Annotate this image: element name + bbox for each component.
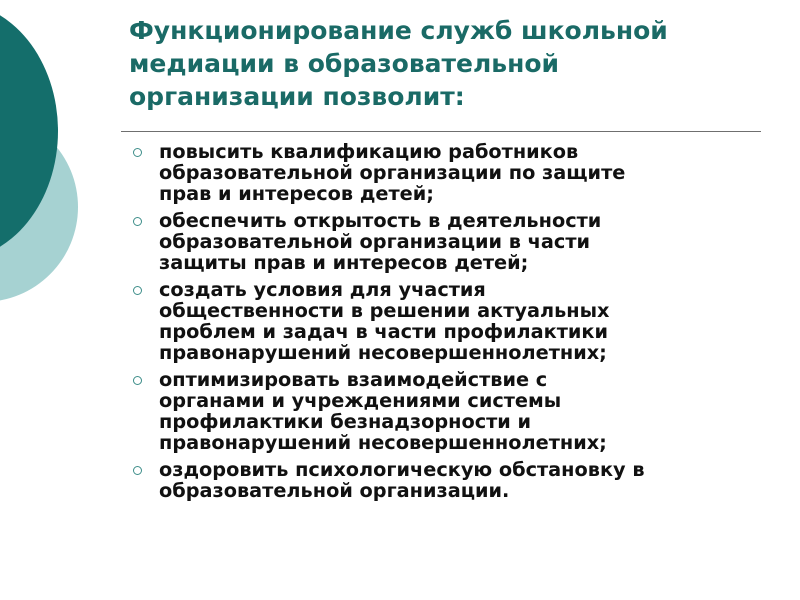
bullet-circle-icon xyxy=(133,148,142,157)
bullet-line: органами и учреждениями системы xyxy=(159,389,562,412)
slide-title-line: организации позволит: xyxy=(129,82,465,111)
bullet-circle-icon xyxy=(133,286,142,295)
bullet-text xyxy=(159,210,768,273)
bullet-line: образовательной организации по защите xyxy=(159,161,626,184)
bullet-line: оздоровить психологическую обстановку в xyxy=(159,458,645,481)
bullet-text xyxy=(159,279,768,363)
bullet-line: создать условия для участия xyxy=(159,278,486,301)
title-divider xyxy=(121,131,761,132)
bullet-line: защиты прав и интересов детей; xyxy=(159,251,529,274)
bullet-text xyxy=(159,459,768,501)
slide-title-line: Функционирование служб школьной xyxy=(129,16,668,45)
bullet-item xyxy=(128,141,768,204)
bullet-circle-icon xyxy=(133,217,142,226)
slide-title xyxy=(129,14,769,113)
bullet-item xyxy=(128,279,768,363)
bullet-line: оптимизировать взаимодействие с xyxy=(159,368,548,391)
bullet-text xyxy=(159,369,768,453)
bullet-line: проблем и задач в части профилактики xyxy=(159,320,608,343)
bullet-line: обеспечить открытость в деятельности xyxy=(159,209,602,232)
bullet-line: профилактики безнадзорности и xyxy=(159,410,532,433)
bullet-line: общественности в решении актуальных xyxy=(159,299,610,322)
bullet-line: образовательной организации в части xyxy=(159,230,591,253)
slide-title-line: медиации в образовательной xyxy=(129,49,560,78)
bullet-circle-icon xyxy=(133,466,142,475)
bullet-circle-icon xyxy=(133,376,142,385)
bullet-line: повысить квалификацию работников xyxy=(159,140,579,163)
bullet-line: правонарушений несовершеннолетних; xyxy=(159,341,607,364)
bullet-line: образовательной организации. xyxy=(159,479,510,502)
bullet-list xyxy=(128,141,768,507)
bullet-line: прав и интересов детей; xyxy=(159,182,434,205)
bullet-item xyxy=(128,369,768,453)
bullet-item xyxy=(128,210,768,273)
bullet-line: правонарушений несовершеннолетних; xyxy=(159,431,607,454)
bullet-item xyxy=(128,459,768,501)
bullet-text xyxy=(159,141,768,204)
